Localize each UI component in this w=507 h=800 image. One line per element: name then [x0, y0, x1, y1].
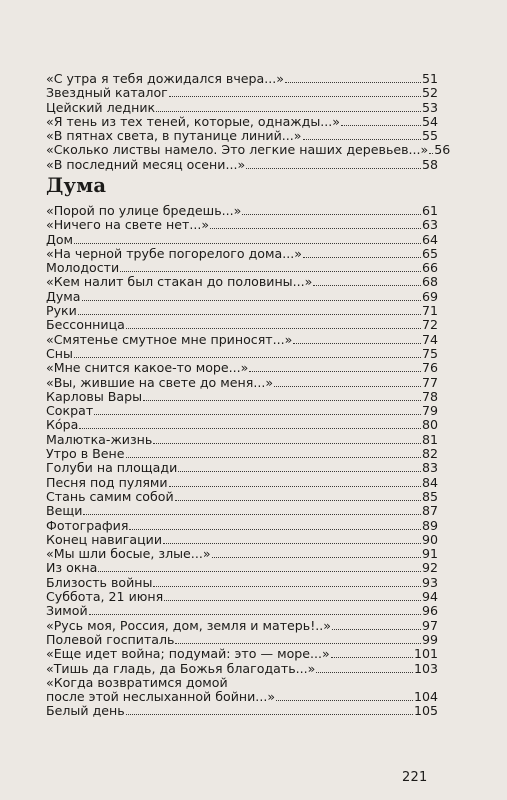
dot-leader: [82, 300, 421, 301]
toc-entry-title: Белый день: [46, 703, 125, 719]
toc-entry-title: Утро в Вене: [46, 446, 125, 462]
toc-entry: [46, 647, 438, 661]
toc-entry-page: 69: [421, 288, 438, 304]
toc-entry-title: «Когда возвратимся домой: [46, 674, 228, 690]
toc-entry: [46, 662, 438, 676]
dot-leader: [94, 414, 421, 415]
toc-entry: [46, 318, 438, 332]
toc-entry-title: Цейский ледник: [46, 99, 156, 115]
dot-leader: [89, 614, 421, 615]
toc-entry-page: 92: [421, 560, 438, 576]
toc-entry: [46, 142, 451, 158]
dot-leader: [274, 386, 421, 387]
dot-leader: [178, 471, 421, 472]
toc-entry: [46, 490, 438, 504]
toc-entry: [46, 590, 438, 604]
toc-entry-page: 64: [421, 231, 438, 247]
toc-entry: [46, 347, 438, 361]
toc-entry-title: Малютка-жизнь: [46, 431, 153, 447]
toc-entry-title: Бессонница: [46, 317, 125, 333]
toc-entry: [46, 418, 438, 432]
toc-entry-title: Близость войны: [46, 574, 153, 590]
toc-entry: [46, 218, 438, 232]
toc-entry-page: 91: [421, 546, 438, 562]
dot-leader: [126, 457, 421, 458]
dot-leader: [153, 443, 421, 444]
dot-leader: [153, 586, 421, 587]
toc-entry-page: 61: [421, 203, 438, 218]
dot-leader: [74, 357, 421, 358]
toc-entry: [46, 690, 438, 704]
dot-leader: [331, 657, 413, 658]
toc-entry: [46, 390, 438, 404]
toc-entry-page: 58: [421, 156, 438, 172]
toc-entry-page: 83: [421, 460, 438, 476]
dot-leader: [212, 557, 421, 558]
toc-entry: [46, 576, 438, 590]
toc-entry-title: «Кем налит был стакан до половины...»: [46, 274, 313, 290]
toc-entry: [46, 547, 438, 561]
toc-entry: [46, 304, 438, 318]
toc-entry-title: Сократ: [46, 403, 94, 419]
toc-entry-page: 90: [421, 531, 438, 547]
toc-entry-title: «Еще идет война; подумай: это — море...»: [46, 646, 330, 662]
toc-entry-page: 82: [421, 446, 438, 462]
dot-leader: [429, 153, 433, 154]
toc-entry-page: 76: [421, 360, 438, 376]
toc-entry-title: Зимой: [46, 603, 88, 619]
toc-entry-title: «Русь моя, Россия, дом, земля и матерь!..»: [46, 617, 331, 633]
dot-leader: [74, 243, 421, 244]
dot-leader: [175, 500, 421, 501]
dot-leader: [126, 714, 413, 715]
dot-leader: [78, 314, 421, 315]
toc-entry-title: «Вы, жившие на свете до меня...»: [46, 374, 274, 390]
toc-entry: [46, 361, 438, 375]
toc-entry-title: Молодости: [46, 260, 120, 276]
toc-entry-page: 71: [421, 303, 438, 319]
toc-entry-page: 75: [421, 345, 438, 361]
toc-entry-title: Дом: [46, 231, 74, 247]
dot-leader: [169, 96, 421, 97]
toc-entry-page: 74: [421, 331, 438, 347]
toc-entry-title: «В последний месяц осени...»: [46, 156, 246, 172]
toc-entry: [46, 604, 438, 618]
dot-leader: [98, 571, 421, 572]
dot-leader: [210, 228, 421, 229]
toc-section-two: [46, 204, 438, 719]
dot-leader: [293, 343, 421, 344]
dot-leader: [163, 543, 421, 544]
dot-leader: [143, 400, 421, 401]
toc-entry-page: 63: [421, 217, 438, 233]
toc-entry: [46, 261, 438, 275]
toc-entry: [46, 461, 438, 475]
toc-entry-title: Кóра: [46, 417, 79, 433]
toc-entry-title: Голуби на площади: [46, 460, 178, 476]
toc-entry: [46, 86, 438, 100]
toc-entry: [46, 519, 438, 533]
toc-entry-page: 104: [413, 689, 438, 705]
toc-entry-page: 93: [421, 574, 438, 590]
dot-leader: [285, 82, 421, 83]
toc-entry-title: Песня под пулями: [46, 474, 168, 490]
toc-entry: [46, 504, 438, 518]
toc-entry: [46, 290, 438, 304]
toc-entry-title: «Мы шли босые, злые...»: [46, 546, 211, 562]
toc-entry-title: Звездный каталог: [46, 85, 168, 101]
dot-leader: [156, 111, 421, 112]
toc-entry: [46, 233, 438, 247]
toc-entry: [46, 476, 438, 490]
dot-leader: [175, 643, 420, 644]
dot-leader: [120, 271, 421, 272]
toc-entry: [46, 247, 438, 261]
toc-entry: [46, 129, 438, 143]
toc-entry: [46, 704, 438, 718]
toc-entry: [46, 447, 438, 461]
dot-leader: [249, 371, 421, 372]
toc-entry-title: Стань самим собой: [46, 488, 174, 504]
toc-entry-title: после этой неслыханной бойни...»: [46, 689, 276, 705]
toc-entry: [46, 633, 438, 647]
toc-entry-page: 77: [421, 374, 438, 390]
toc-entry: [46, 72, 438, 86]
dot-leader: [316, 672, 413, 673]
toc-entry-page: 79: [421, 403, 438, 419]
toc-entry: [46, 376, 438, 390]
toc-entry-page: 78: [421, 388, 438, 404]
toc-entry-page: 84: [421, 474, 438, 490]
toc-entry-page: 101: [413, 646, 438, 662]
toc-entry-page: 54: [421, 113, 438, 129]
toc-entry-title: Суббота, 21 июня: [46, 589, 164, 605]
toc-entry: [46, 333, 438, 347]
toc-entry-title: Из окна: [46, 560, 98, 576]
dot-leader: [246, 168, 421, 169]
toc-entry-page: 99: [421, 631, 438, 647]
toc-entry: [46, 115, 438, 129]
dot-leader: [332, 629, 421, 630]
section-heading: Дума: [46, 174, 107, 197]
toc-entry-page: 87: [421, 503, 438, 519]
dot-leader: [313, 285, 421, 286]
dot-leader: [83, 514, 421, 515]
toc-entry-title: Конец навигации: [46, 531, 163, 547]
toc-entry: [46, 404, 438, 418]
toc-entry: [46, 275, 438, 289]
toc-entry: [46, 561, 438, 575]
toc-entry: [46, 101, 438, 115]
toc-entry: [46, 619, 438, 633]
toc-entry-title: Сны: [46, 345, 73, 361]
toc-entry-page: 55: [421, 128, 438, 144]
page-number: 221: [402, 770, 428, 785]
toc-entry-page: 66: [421, 260, 438, 276]
toc-entry-title: «С утра я тебя дожидался вчера...»: [46, 71, 284, 86]
dot-leader: [126, 328, 421, 329]
toc-entry-page: 97: [421, 617, 438, 633]
toc-entry: [46, 533, 438, 547]
toc-entry: [46, 676, 438, 690]
toc-entry-page: 51: [421, 71, 438, 86]
toc-entry-page: 65: [421, 245, 438, 261]
dot-leader: [341, 125, 421, 126]
toc-entry-title: «Тишь да гладь, да Божья благодать...»: [46, 660, 316, 676]
toc-entry-title: «Ничего на свете нет...»: [46, 217, 210, 233]
toc-entry-title: «Порой по улице бредешь...»: [46, 203, 242, 218]
toc-entry-title: Полевой госпиталь: [46, 631, 175, 647]
toc-entry-page: 56: [434, 142, 451, 158]
toc-entry-title: Вещи: [46, 503, 83, 519]
toc-entry-page: 89: [421, 517, 438, 533]
dot-leader: [303, 139, 421, 140]
toc-entry-title: «Сколько листвы намело. Это легкие наших деревьев...»: [46, 142, 429, 158]
toc-entry-title: «Я тень из тех теней, которые, однажды...»: [46, 113, 341, 129]
toc-entry-page: 72: [421, 317, 438, 333]
dot-leader: [164, 600, 421, 601]
toc-entry-title: Фотография: [46, 517, 129, 533]
toc-entry-page: 68: [421, 274, 438, 290]
toc-entry-title: «В пятнах света, в путанице линий...»: [46, 128, 302, 144]
toc-entry-page: 96: [421, 603, 438, 619]
toc-entry: [46, 204, 438, 218]
dot-leader: [129, 529, 421, 530]
toc-entry: [46, 158, 438, 172]
toc-entry-title: «На черной трубе погорелого дома...»: [46, 245, 302, 261]
toc-entry-page: 53: [421, 99, 438, 115]
dot-leader: [169, 486, 421, 487]
dot-leader: [242, 214, 421, 215]
toc-entry-title: «Смятенье смутное мне приносят...»: [46, 331, 293, 347]
toc-entry-page: 52: [421, 85, 438, 101]
toc-entry-page: 85: [421, 488, 438, 504]
toc-entry-title: Дума: [46, 288, 81, 304]
dot-leader: [79, 428, 421, 429]
toc-entry-page: 81: [421, 431, 438, 447]
dot-leader: [303, 257, 421, 258]
dot-leader: [276, 700, 413, 701]
toc-entry: [46, 433, 438, 447]
toc-entry-title: Руки: [46, 303, 77, 319]
toc-entry-page: 80: [421, 417, 438, 433]
toc-entry-page: 103: [413, 660, 438, 676]
toc-section-one: [46, 71, 451, 172]
toc-entry-title: «Мне снится какое-то море...»: [46, 360, 249, 376]
toc-entry-title: Карловы Вары: [46, 388, 143, 404]
toc-entry-page: 105: [413, 703, 438, 719]
toc-entry-page: 94: [421, 589, 438, 605]
